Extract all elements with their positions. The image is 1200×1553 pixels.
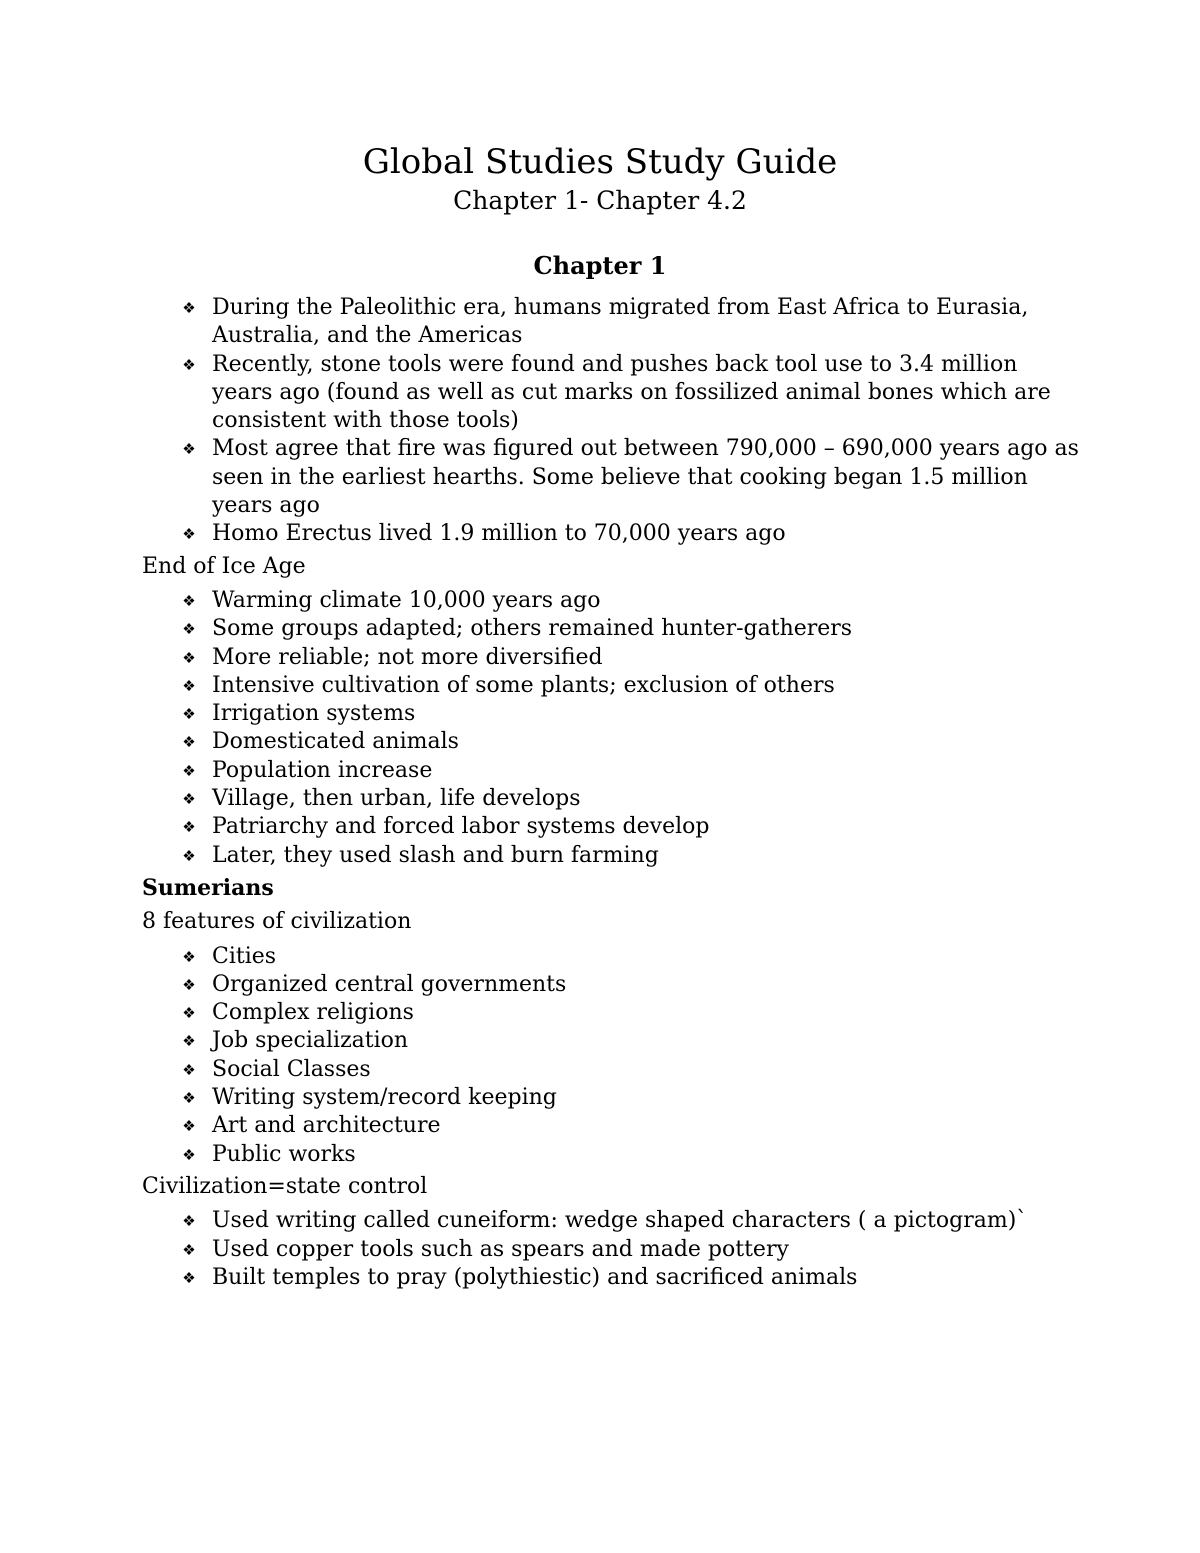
list-item-text: Later, they used slash and burn farming	[212, 842, 659, 868]
civilization-heading: Civilization=state control	[142, 1173, 428, 1199]
chapter1-list	[142, 294, 1082, 549]
list-item	[182, 644, 1082, 672]
list-item-text: Most agree that fire was figured out between 790,000 – 690,000 years ago as seen in the earliest hearths. Some believe that cooking began 1.5 million years ago	[212, 436, 1079, 519]
list-item-text: Recently, stone tools were found and pushes back tool use to 3.4 million years ago (found as well as cut marks on fossilized animal bones which are consistent with those tools)	[212, 351, 1051, 434]
diamond-bullet-icon: ❖	[182, 975, 196, 994]
list-item	[182, 1236, 1082, 1264]
list-item-text: During the Paleolithic era, humans migrated from East Africa to Eurasia, Australia, and the Americas	[212, 295, 1029, 349]
list-item-text: Job specialization	[212, 1028, 409, 1054]
list-item	[182, 1207, 1082, 1235]
diamond-bullet-icon: ❖	[182, 846, 196, 865]
chapter-heading: Chapter 1	[533, 251, 667, 280]
list-item-text: Population increase	[212, 757, 433, 783]
list-item-text: Social Classes	[212, 1056, 371, 1082]
list-item	[182, 700, 1082, 728]
list-item-text: More reliable; not more diversified	[212, 644, 603, 670]
list-item	[182, 971, 1082, 999]
list-item-text: Homo Erectus lived 1.9 million to 70,000 years ago	[212, 521, 786, 547]
diamond-bullet-icon: ❖	[182, 440, 196, 459]
list-item-text: Built temples to pray (polythiestic) and sacrificed animals	[212, 1264, 858, 1290]
diamond-bullet-icon: ❖	[182, 1212, 196, 1231]
list-item-text: Writing system/record keeping	[212, 1085, 557, 1111]
features-heading: 8 features of civilization	[142, 909, 412, 935]
list-item	[182, 615, 1082, 643]
list-item	[182, 520, 1082, 548]
diamond-bullet-icon: ❖	[182, 1145, 196, 1164]
list-item	[182, 842, 1082, 870]
list-item	[182, 672, 1082, 700]
list-item	[182, 1084, 1082, 1112]
diamond-bullet-icon: ❖	[182, 705, 196, 724]
diamond-bullet-icon: ❖	[182, 1268, 196, 1287]
list-item-text: Patriarchy and forced labor systems develop	[212, 814, 710, 840]
list-item-text: Organized central governments	[212, 971, 567, 997]
diamond-bullet-icon: ❖	[182, 1060, 196, 1079]
list-item-text: Art and architecture	[212, 1113, 441, 1139]
features-list	[142, 943, 1082, 1169]
list-item-text: Used copper tools such as spears and made pottery	[212, 1236, 789, 1262]
diamond-bullet-icon: ❖	[182, 1032, 196, 1051]
list-item	[182, 435, 1082, 520]
diamond-bullet-icon: ❖	[182, 1089, 196, 1108]
list-item-text: Some groups adapted; others remained hunter-gatherers	[212, 616, 853, 642]
sumerians-heading: Sumerians	[142, 874, 274, 901]
list-item	[182, 1056, 1082, 1084]
list-item-text: Intensive cultivation of some plants; exclusion of others	[212, 672, 835, 698]
list-item	[182, 785, 1082, 813]
list-item	[182, 999, 1082, 1027]
ice-age-list	[142, 587, 1082, 870]
document-title: Global Studies Study Guide	[362, 142, 838, 182]
diamond-bullet-icon: ❖	[182, 648, 196, 667]
list-item-text: Used writing called cuneiform: wedge shaped characters ( a pictogram)`	[212, 1208, 1028, 1234]
list-item-text: Village, then urban, life develops	[212, 786, 581, 812]
list-item	[182, 587, 1082, 615]
diamond-bullet-icon: ❖	[182, 761, 196, 780]
list-item	[182, 351, 1082, 436]
list-item-text: Public works	[212, 1141, 356, 1167]
diamond-bullet-icon: ❖	[182, 733, 196, 752]
diamond-bullet-icon: ❖	[182, 299, 196, 317]
ice-age-heading: End of Ice Age	[142, 553, 306, 579]
list-item	[182, 728, 1082, 756]
list-item	[182, 1141, 1082, 1169]
list-item-text: Complex religions	[212, 1000, 414, 1026]
list-item-text: Domesticated animals	[212, 729, 459, 755]
list-item	[182, 813, 1082, 841]
list-item	[182, 294, 1082, 351]
list-item-text: Cities	[212, 943, 277, 969]
document-subtitle: Chapter 1- Chapter 4.2	[453, 186, 747, 215]
diamond-bullet-icon: ❖	[182, 947, 196, 966]
civilization-list	[142, 1207, 1082, 1292]
diamond-bullet-icon: ❖	[182, 355, 196, 374]
diamond-bullet-icon: ❖	[182, 525, 196, 544]
diamond-bullet-icon: ❖	[182, 1117, 196, 1136]
list-item-text: Irrigation systems	[212, 701, 416, 727]
list-item	[182, 757, 1082, 785]
list-item	[182, 1112, 1082, 1140]
diamond-bullet-icon: ❖	[182, 1240, 196, 1259]
diamond-bullet-icon: ❖	[182, 676, 196, 695]
diamond-bullet-icon: ❖	[182, 818, 196, 837]
list-item	[182, 1264, 1082, 1292]
diamond-bullet-icon: ❖	[182, 790, 196, 809]
list-item	[182, 943, 1082, 971]
diamond-bullet-icon: ❖	[182, 591, 196, 610]
list-item	[182, 1027, 1082, 1055]
document-body	[142, 294, 1082, 1296]
diamond-bullet-icon: ❖	[182, 620, 196, 639]
list-item-text: Warming climate 10,000 years ago	[212, 587, 601, 613]
diamond-bullet-icon: ❖	[182, 1004, 196, 1023]
